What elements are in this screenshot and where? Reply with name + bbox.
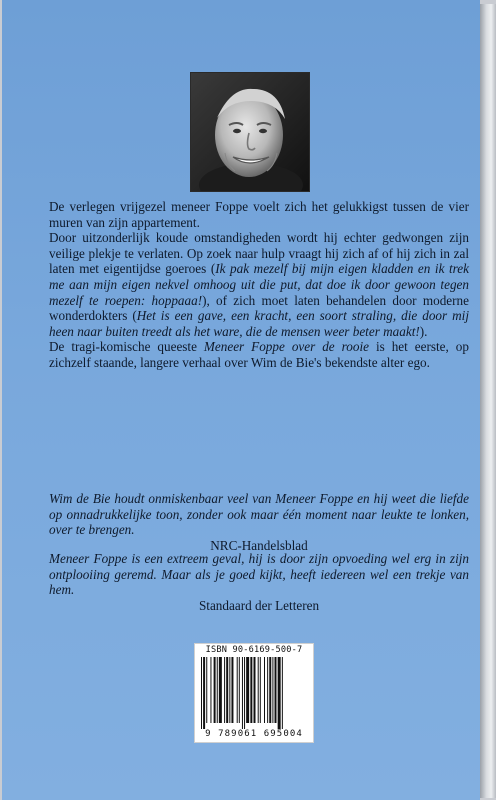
ean-number: 9 789061 695004	[205, 729, 303, 739]
blurb-paragraph-1	[49, 199, 469, 230]
barcode-label	[194, 643, 314, 743]
blurb-text: De verlegen vrijgezel meneer Foppe voelt zich het gelukkigst tussen de vier muren van zijn appartement.	[49, 199, 469, 230]
blurb-quote-goeroe: Ik pak mezelf bij mijn eigen kladden en ik trek me aan mijn eigen nekvel omhoog uit die put, dat doe ik door gewoon tegen mezelf te roepen: hoppaaa!	[49, 261, 470, 308]
page-edge	[480, 4, 496, 798]
blurb-text: ).	[419, 323, 428, 339]
review-quote: Meneer Foppe is een extreem geval, hij is door zijn opvoeding wel erg in zijn ontplooiing geremd. Maar als je goed kijkt, heeft iedereen wel een trekje van hem.	[49, 551, 469, 598]
blurb-paragraph-3	[49, 339, 469, 370]
blurb-text: Door uitzonderlijk koude omstandigheden wordt hij echter gedwongen zijn veilige plekje te verlaten. Op zoek naar hulp vraagt hij zich af of hij zich in zal laten met eigentijdse goeroes (	[49, 230, 469, 277]
author-photo	[190, 72, 310, 192]
book-title: Meneer Foppe over de rooie	[203, 339, 369, 355]
isbn-number: ISBN 90-6169-500-7	[205, 645, 303, 655]
barcode-icon	[199, 657, 309, 729]
blurb-quote-wonderdokter: Het is een gave, een kracht, een soort straling, die door mij heen naar buiten treedt als het ware, die de mensen weer beter maakt!	[49, 308, 469, 339]
review-nrc	[49, 491, 469, 553]
blurb-text: is het eerste, op zichzelf staande, langere verhaal over Wim de Bie's bekendste alter ego.	[49, 339, 469, 370]
back-cover	[2, 0, 480, 800]
review-source: NRC-Handelsblad	[210, 537, 308, 553]
blurb	[49, 199, 469, 371]
review-standaard	[49, 551, 469, 613]
blurb-text: ), of zich moet laten behandelen door moderne wonderdokters (	[49, 292, 469, 324]
review-source: Standaard der Letteren	[198, 597, 320, 613]
review-quote: Wim de Bie houdt onmiskenbaar veel van Meneer Foppe en hij weet die liefde op onnadrukkelijke toon, zonder ook maar één moment naar leukte te lonken, over te brengen.	[49, 491, 469, 538]
blurb-paragraph-2	[49, 230, 469, 339]
blurb-text: De tragi-komische queeste	[49, 339, 204, 355]
